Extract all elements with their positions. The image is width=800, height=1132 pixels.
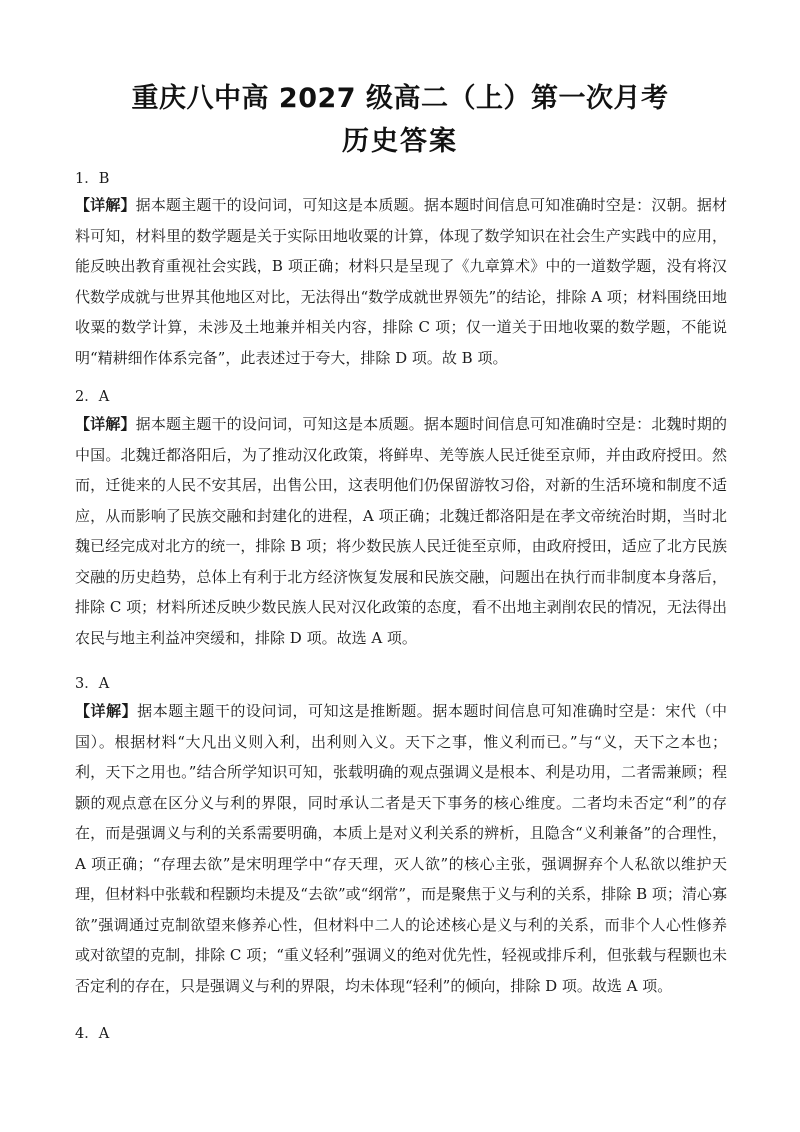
question-3-answer: 3．A [75, 676, 110, 692]
explanation-tag: 【详解】 [75, 415, 136, 433]
page-subtitle: 历史答案 [342, 126, 458, 157]
explanation-text: 据本题主题干的设问词，可知这是推断题。据本题时间信息可知准确时空是：宋代（中国）。根据材料“大凡出义则入利，出利则入义。天下之事，惟义利而已。”与“义，天下之本也；利，天下之用也。”结合所学知识可知，张载明确的观点强调义是根本、利是功用，二者需兼顾；程颢的观点意在区分义与利的界限，同时承认二者是天下事务的核心维度。二者均未否定“利”的存在，而是强调义与利的关系需要明确，本质上是对义利关系的辨析，且隐含“义利兼备”的合理性，A 项正确；“存理去欲”是宋明理学中“存天理，灭人欲”的核心主张，强调摒弃个人私欲以维护天理，但材料中张载和程颢均未提及“去欲”或“纲常”，而是聚焦于义与利的关系，排除 B 项；清心寡欲”强调通过克制欲望来修养心性，但材料中二人的论述核心是义与利的关系，而非个人心性修养或对欲望的克制，排除 C 项；“重义轻利”强调义的绝对优先性，轻视或排斥利，但张载与程颢也未否定利的存在，只是强调义与利的界限，均未体现“轻利”的倾向，排除 D 项。故选 A 项。 [75, 702, 727, 995]
question-1-answer: 1．B [75, 171, 110, 187]
question-2-explanation [75, 409, 727, 653]
explanation-text: 据本题主题干的设问词，可知这是本质题。据本题时间信息可知准确时空是：汉朝。据材料可知，材料里的数学题是关于实际田地收粟的计算，体现了数学知识在社会生产实践中的应用，能反映出教育重视社会实践，B 项正确；材料只是呈现了《九章算术》中的一道数学题，没有将汉代数学成就与世界其他地区对比，无法得出“数学成就世界领先”的结论，排除 A 项；材料围绕田地收粟的数学计算，未涉及土地兼并相关内容，排除 C 项；仅一道关于田地收粟的数学题，不能说明“精耕细作体系完备”，此表述过于夸大，排除 D 项。故 B 项。 [75, 196, 727, 367]
question-2-answer: 2．A [75, 389, 110, 405]
explanation-tag: 【详解】 [75, 196, 136, 214]
question-4-answer: 4．A [75, 1026, 110, 1042]
explanation-tag: 【详解】 [75, 702, 138, 720]
question-3-explanation [75, 696, 727, 1001]
page-title: 重庆八中高 2027 级高二（上）第一次月考 [131, 83, 669, 114]
question-1-explanation [75, 190, 727, 373]
explanation-text: 据本题主题干的设问词，可知这是本质题。据本题时间信息可知准确时空是：北魏时期的中国。北魏迁都洛阳后，为了推动汉化政策，将鲜卑、羌等族人民迁徙至京师，并由政府授田。然而，迁徙来的人民不安其居，出售公田，这表明他们仍保留游牧习俗，对新的生活环境和制度不适应，从而影响了民族交融和封建化的进程，A 项正确；北魏迁都洛阳是在孝文帝统治时期，当时北魏已经完成对北方的统一，排除 B 项；将少数民族人民迁徙至京师，由政府授田，适应了北方民族交融的历史趋势，总体上有利于北方经济恢复发展和民族交融，问题出在执行而非制度本身落后，排除 C 项；材料所述反映少数民族人民对汉化政策的态度，看不出地主剥削农民的情况，无法得出农民与地主利益冲突缓和，排除 D 项。故选 A 项。 [75, 415, 727, 647]
